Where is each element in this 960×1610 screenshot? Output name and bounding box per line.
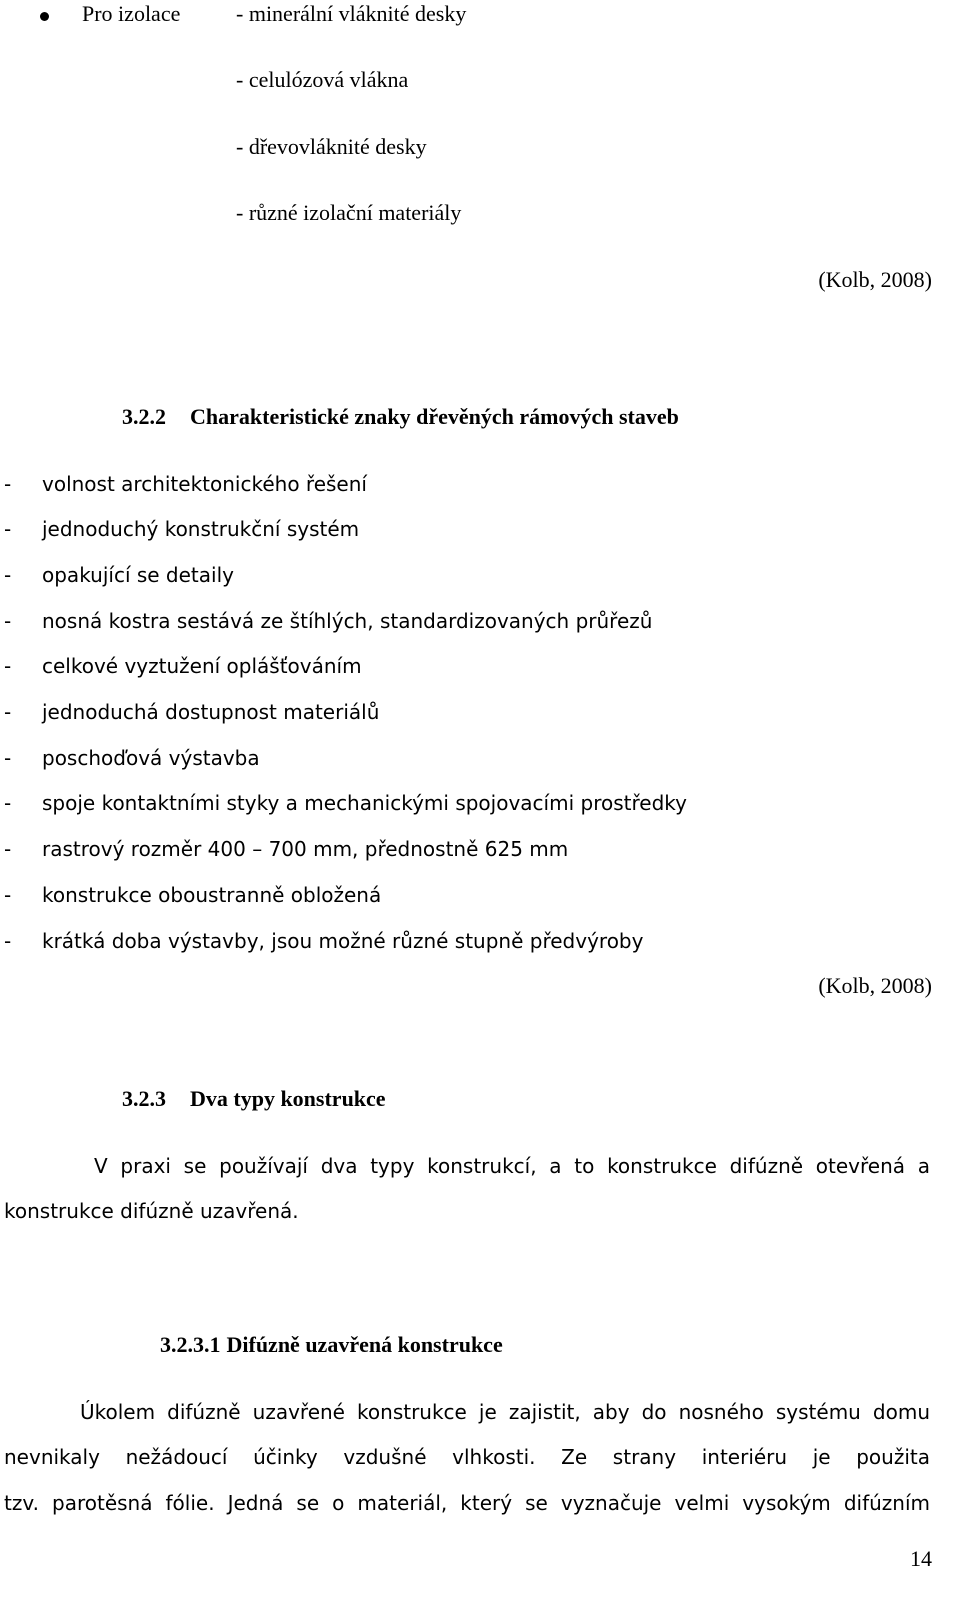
- list-item: - jednoduchý konstrukční systém: [4, 517, 360, 541]
- list-item: - jednoduchá dostupnost materiálů: [4, 700, 380, 724]
- insulation-item: - celulózová vlákna: [236, 67, 409, 92]
- section-number: 3.2.2: [122, 404, 166, 429]
- list-item: - nosná kostra sestává ze štíhlých, standardizovaných průřezů: [4, 609, 653, 633]
- section-heading: [122, 1085, 386, 1113]
- paragraph-line: nevnikaly nežádoucí účinky vzdušné vlhkosti. Ze strany interiéru je použita: [4, 1445, 930, 1469]
- insulation-label: Pro izolace: [82, 1, 181, 26]
- bullet-icon: [40, 12, 49, 21]
- insulation-item: - různé izolační materiály: [236, 200, 462, 225]
- paragraph-line: V praxi se používají dva typy konstrukcí, a to konstrukce difúzně otevřená a: [94, 1154, 930, 1178]
- list-item: - opakující se detaily: [4, 563, 234, 587]
- section-number: 3.2.3.1: [160, 1332, 221, 1357]
- list-item: - spoje kontaktními styky a mechanickými spojovacími prostředky: [4, 791, 687, 815]
- list-item: - poschoďová výstavba: [4, 746, 260, 770]
- subsection-heading: [160, 1331, 503, 1359]
- list-item: - konstrukce oboustranně obložená: [4, 883, 382, 907]
- section-number: 3.2.3: [122, 1086, 166, 1111]
- section-heading: [122, 403, 679, 431]
- section-title: Charakteristické znaky dřevěných rámových staveb: [190, 404, 679, 429]
- insulation-item: - dřevovláknité desky: [236, 134, 427, 159]
- page-number: 14: [910, 1546, 932, 1571]
- paragraph-line: tzv. parotěsná fólie. Jedná se o materiál, který se vyznačuje velmi vysokým difúzním: [4, 1491, 930, 1515]
- list-item: - krátká doba výstavby, jsou možné různé stupně předvýroby: [4, 929, 644, 953]
- section-title: Difúzně uzavřená konstrukce: [226, 1332, 503, 1357]
- list-item: - volnost architektonického řešení: [4, 472, 367, 496]
- list-item: - celkové vyztužení oplášťováním: [4, 654, 362, 678]
- citation: (Kolb, 2008): [818, 973, 932, 998]
- insulation-item: - minerální vláknité desky: [236, 1, 467, 26]
- insulation-first-row: [0, 0, 960, 28]
- section-title: Dva typy konstrukce: [190, 1086, 386, 1111]
- citation: (Kolb, 2008): [818, 267, 932, 292]
- list-item: - rastrový rozměr 400 – 700 mm, přednostně 625 mm: [4, 837, 569, 861]
- paragraph-line: Úkolem difúzně uzavřené konstrukce je zajistit, aby do nosného systému domu: [80, 1400, 930, 1424]
- paragraph-line: konstrukce difúzně uzavřená.: [4, 1199, 299, 1223]
